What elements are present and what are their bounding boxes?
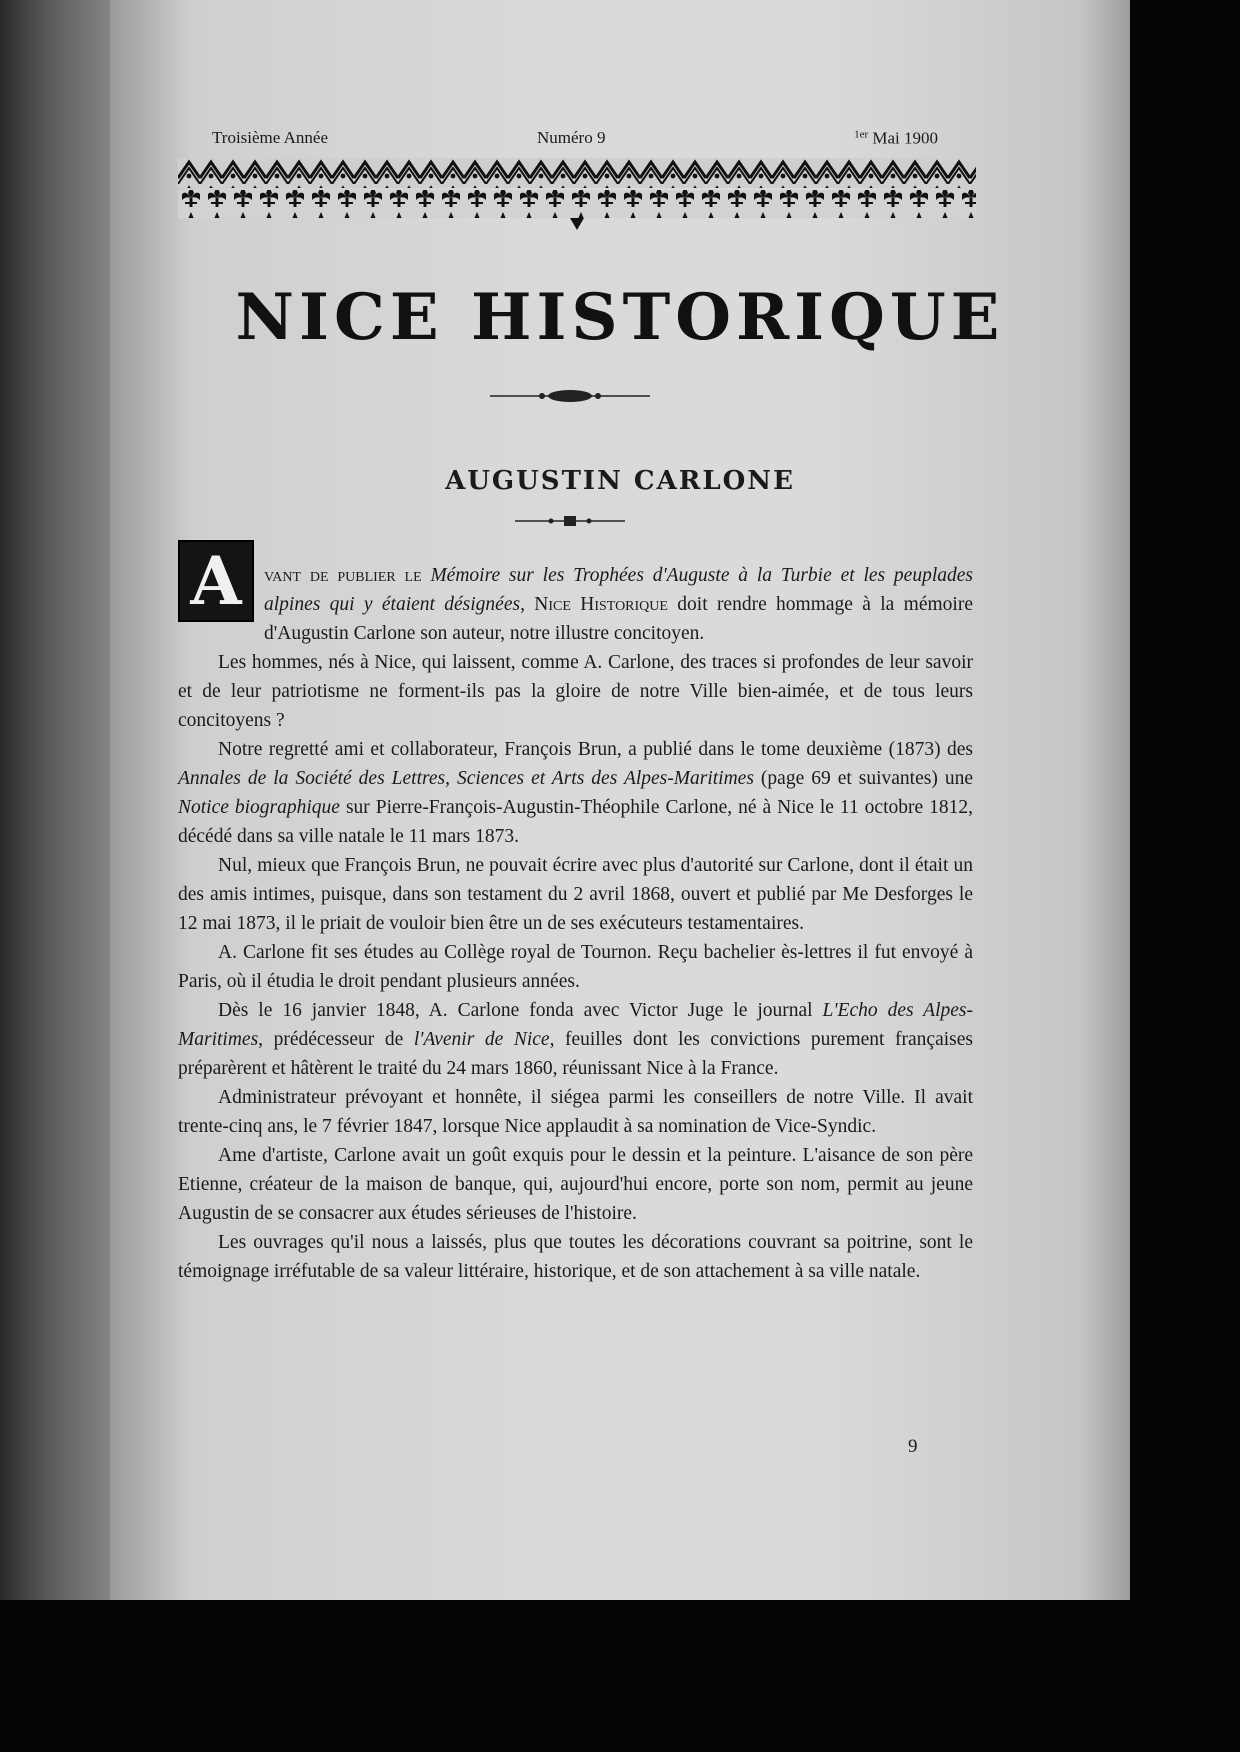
page-number: 9 — [908, 1436, 918, 1457]
header-ornament-band — [178, 158, 976, 232]
header-year: Troisième Année — [212, 128, 329, 147]
header-date-text: Mai 1900 — [872, 128, 938, 148]
paragraph-5: A. Carlone fit ses études au Collège royal de Tournon. Reçu bachelier ès-lettres il fut envoyé à Paris, où il étudia le droit pendant plusieurs années. — [178, 942, 973, 992]
paragraph-8: Ame d'artiste, Carlone avait un goût exquis pour le dessin et la peinture. L'aisance de son père Etienne, créateur de la maison de banque, qui, aujourd'hui encore, porte son nom, permit au jeune Augustin de se consacrer aux études sérieuses de l'histoire. — [178, 1145, 973, 1224]
running-header — [212, 128, 938, 152]
header-date — [854, 128, 938, 149]
scan-left-edge — [0, 0, 120, 1600]
paragraph-7: Administrateur prévoyant et honnête, il siégea parmi les conseillers de notre Ville. Il avait trente-cinq ans, le 7 février 1847, lorsque Nice applaudit à sa nomination de Vice-Syndic. — [178, 1087, 973, 1137]
paragraph-3: Notre regretté ami et collaborateur, François Brun, a publié dans le tome deuxième (1873) des Annales de la Société des Lettres, Sciences et Arts des Alpes-Maritimes (page 69 et suivantes) une Notice biographique sur Pierre-François-Augustin-Théophile Carlone, né à Nice le 11 octobre 1812, décédé dans sa ville natale le 11 mars 1873. — [178, 739, 974, 847]
article-title: AUGUSTIN CARLONE — [445, 466, 795, 496]
paragraph-9: Les ouvrages qu'il nous a laissés, plus que toutes les décorations couvrant sa poitrine, sont le témoignage irréfutable de sa valeur littéraire, historique, et de son attachement à sa ville natale. — [178, 1232, 973, 1282]
paragraph-4: Nul, mieux que François Brun, ne pouvait écrire avec plus d'autorité sur Carlone, dont il était un des amis intimes, puisque, dans son testament du 2 avril 1868, ouvert et publié par Me Desforges le 12 mai 1873, il le priait de vouloir bien être un de ses exécuteurs testamentaires. — [178, 855, 973, 934]
article-body — [178, 561, 973, 1286]
paragraph-2: Les hommes, nés à Nice, qui laissent, comme A. Carlone, des traces si profondes de leur savoir et de leur patriotisme ne forment-ils pas la gloire de notre Ville bien-aimée, et de tous leurs concitoyens ? — [178, 652, 973, 731]
header-issue: Numéro 9 — [537, 128, 606, 147]
title-ornament-rule — [515, 513, 625, 529]
paragraph-1: vant de publier le Mémoire sur les Trophées d'Auguste à la Turbie et les peuplades alpines qui y étaient désignées, Nice Historique doit rendre hommage à la mémoire d'Augustin Carlone son auteur, notre illustre concitoyen. — [264, 565, 973, 644]
header-date-sup: 1er — [854, 128, 869, 140]
drop-cap-letter: A — [190, 542, 242, 620]
paragraph-6: Dès le 16 janvier 1848, A. Carlone fonda avec Victor Juge le journal L'Echo des Alpes-Maritimes, prédécesseur de l'Avenir de Nice, feuilles dont les convictions purement françaises préparèrent et hâtèrent le traité du 24 mars 1860, réunissant Nice à la France. — [178, 1000, 974, 1079]
journal-masthead: NICE HISTORIQUE — [235, 280, 1005, 355]
masthead-ornament-rule — [490, 386, 650, 406]
